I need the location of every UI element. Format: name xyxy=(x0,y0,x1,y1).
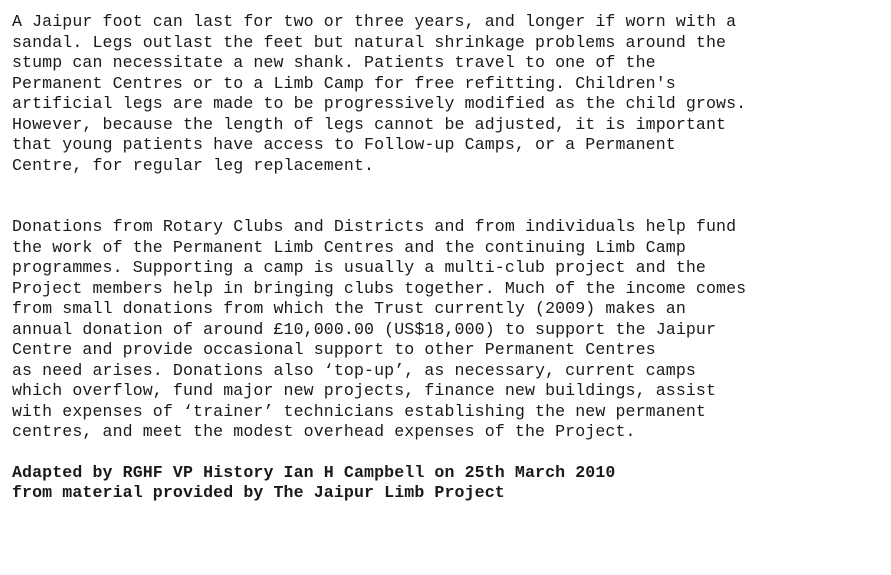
text-line: annual donation of around £10,000.00 (US$18,000) to support the Jaipur xyxy=(12,319,717,339)
text-line: from small donations from which the Trust currently (2009) makes an xyxy=(12,299,686,318)
text-line: that young patients have access to Follow-up Camps, or a Permanent xyxy=(12,135,676,154)
text-line: the work of the Permanent Limb Centres and the continuing Limb Camp xyxy=(12,237,686,257)
paragraph-spacer xyxy=(12,176,882,217)
text-line: artificial legs are made to be progressively modified as the child grows. xyxy=(12,94,747,113)
text-line: sandal. Legs outlast the feet but natural shrinkage problems around the xyxy=(12,32,727,52)
text-line: Donations from Rotary Clubs and Districts and from individuals help fund xyxy=(12,217,737,236)
paragraph-jaipur-foot xyxy=(12,12,882,176)
text-line: stump can necessitate a new shank. Patients travel to one of the xyxy=(12,53,656,72)
text-line: However, because the length of legs cannot be adjusted, it is important xyxy=(12,114,727,134)
credit-attribution xyxy=(12,463,882,504)
credit-line: Adapted by RGHF VP History Ian H Campbell on 25th March 2010 xyxy=(12,462,616,482)
text-line: centres, and meet the modest overhead expenses of the Project. xyxy=(12,422,636,441)
text-line: Project members help in bringing clubs together. Much of the income comes xyxy=(12,278,747,298)
text-line: programmes. Supporting a camp is usually a multi-club project and the xyxy=(12,258,706,277)
paragraph-donations xyxy=(12,217,882,443)
text-line: A Jaipur foot can last for two or three years, and longer if worn with a xyxy=(12,12,737,31)
text-line: Centre and provide occasional support to other Permanent Centres xyxy=(12,340,656,359)
credit-line: from material provided by The Jaipur Limb Project xyxy=(12,483,505,502)
text-line: Centre, for regular leg replacement. xyxy=(12,155,375,175)
text-line: which overflow, fund major new projects, finance new buildings, assist xyxy=(12,381,717,400)
paragraph-spacer xyxy=(12,443,882,463)
document-page xyxy=(12,12,882,504)
text-line: with expenses of ‘trainer’ technicians establishing the new permanent xyxy=(12,401,706,421)
text-line: as need arises. Donations also ‘top-up’, as necessary, current camps xyxy=(12,360,696,380)
text-line: Permanent Centres or to a Limb Camp for free refitting. Children's xyxy=(12,73,676,93)
